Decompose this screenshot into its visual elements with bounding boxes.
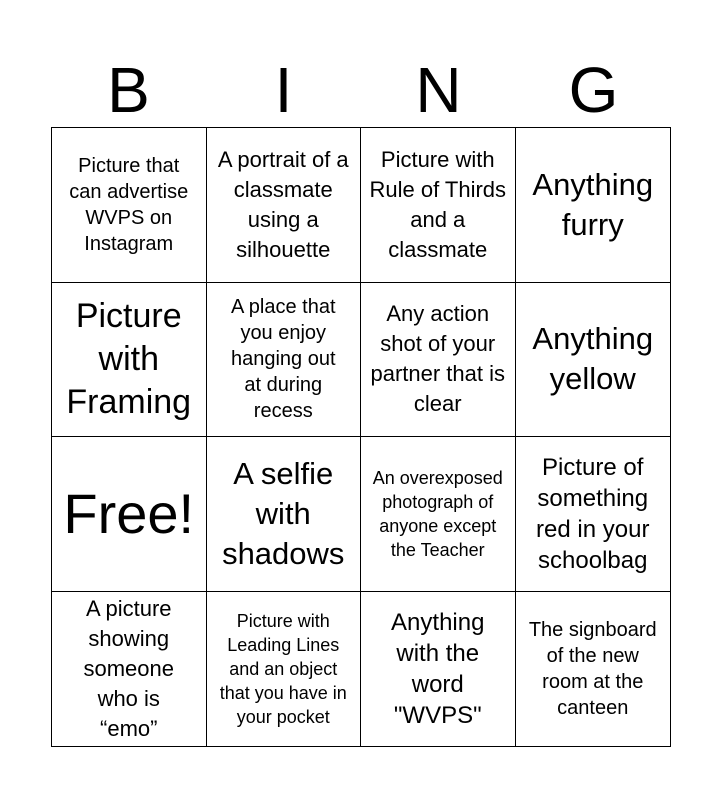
- cell-text: A portrait of a classmate using a silhouette: [217, 146, 349, 262]
- header-letter-b: B: [107, 54, 150, 126]
- bingo-cell[interactable]: [361, 437, 516, 592]
- bingo-cell[interactable]: [207, 283, 362, 438]
- bingo-cell[interactable]: [207, 128, 362, 283]
- bingo-cell[interactable]: [516, 128, 671, 283]
- bingo-cell[interactable]: [361, 128, 516, 283]
- cell-text: Picture with Framing: [66, 296, 192, 421]
- bingo-cell[interactable]: [207, 437, 362, 592]
- bingo-cell[interactable]: [52, 283, 207, 438]
- cell-text: Any action shot of your partner that is clear: [370, 301, 505, 417]
- header-letter-g: G: [568, 54, 619, 126]
- header-letter-i: I: [274, 54, 293, 126]
- cell-text: Anything with the word "WVPS": [391, 608, 485, 729]
- cell-text: A picture showing someone who is “emo”: [83, 595, 174, 741]
- cell-text: Anything yellow: [532, 321, 654, 397]
- cell-text: Picture with Rule of Thirds and a classmate: [369, 146, 507, 262]
- bingo-cell[interactable]: [516, 283, 671, 438]
- cell-text: Anything furry: [532, 166, 654, 242]
- bingo-cell[interactable]: [361, 283, 516, 438]
- cell-text: An overexposed photograph of anyone except the Teacher: [372, 467, 503, 560]
- cell-text: A place that you enjoy hanging out at during recess: [230, 296, 336, 423]
- cell-text: Picture of something red in your schoolbag: [536, 453, 650, 574]
- bingo-cell[interactable]: [52, 592, 207, 747]
- cell-text: A selfie with shadows: [222, 455, 345, 571]
- cell-text: Picture with Leading Lines and an object that you have in your pocket: [219, 610, 347, 727]
- bingo-header: [51, 52, 671, 128]
- bingo-cell[interactable]: [516, 592, 671, 747]
- bingo-cell[interactable]: [361, 592, 516, 747]
- bingo-cell[interactable]: [207, 592, 362, 747]
- bingo-cell[interactable]: [52, 128, 207, 283]
- bingo-board: [51, 127, 671, 747]
- header-letter-n: N: [415, 54, 462, 126]
- free-space-text: Free!: [63, 481, 195, 545]
- bingo-cell-free[interactable]: [52, 437, 207, 592]
- cell-text: The signboard of the new room at the canteen: [528, 618, 657, 719]
- cell-text: Picture that can advertise WVPS on Instagram: [69, 154, 189, 255]
- bingo-cell[interactable]: [516, 437, 671, 592]
